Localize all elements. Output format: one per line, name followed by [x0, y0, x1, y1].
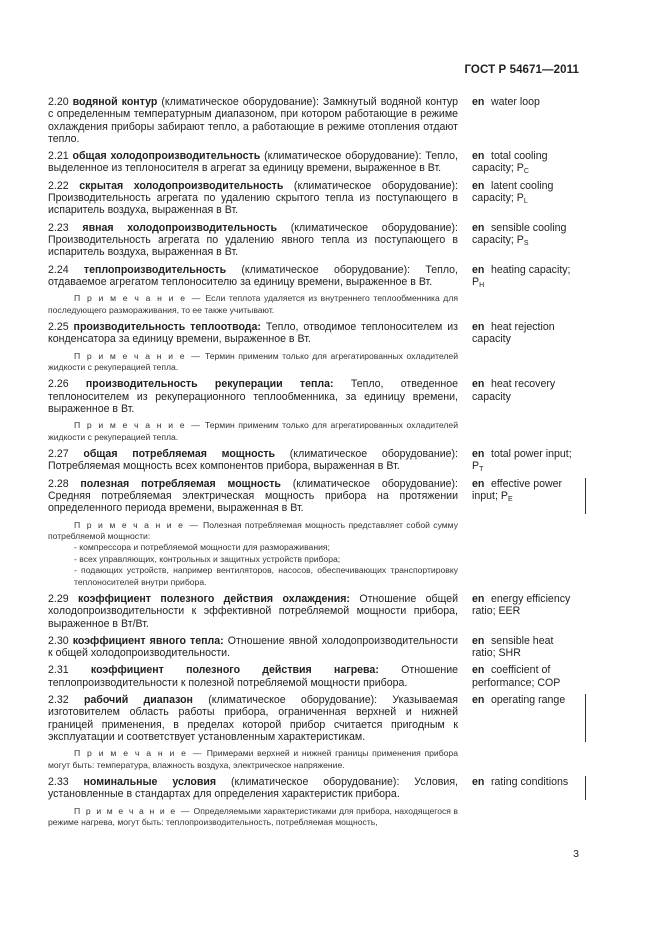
- lang-tag: en: [472, 378, 485, 391]
- term-entry-2-33: [48, 776, 608, 801]
- term-title: коэффициент явного тепла:: [72, 634, 224, 647]
- note-2-32: [48, 748, 458, 771]
- lang-tag: en: [472, 221, 485, 234]
- english-term: sensible heat ratio; SHR: [472, 634, 554, 660]
- note-list-item: - всех управляющих, контрольных и защитных устройств прибора;: [74, 553, 341, 564]
- english-term: latent cooling capacity; P: [472, 179, 554, 205]
- term-definition: (климатическое оборудование): Тепло, отдаваемое агрегатом теплоносителю за единицу времени, выраженное в Вт.: [48, 263, 458, 288]
- english-term: coefficient of performance; COP: [472, 664, 561, 689]
- term-title: водяной контур: [72, 96, 158, 108]
- term-number: 2.23: [48, 221, 69, 234]
- term-entry-2-23: [48, 222, 608, 259]
- lang-tag: en: [472, 179, 485, 192]
- term-definition: (климатическое оборудование): Производительность агрегата по удалению явного тепла из поступающего в испаритель воздуха, выраженная в Вт.: [48, 221, 458, 259]
- term-definition: (климатическое оборудование): Средняя потребляемая электрическая мощность прибора на протяжении определенного периода времени, выраженная в Вт.: [48, 477, 458, 515]
- term-title: номинальные условия: [83, 776, 217, 789]
- english-term: rating conditions: [491, 776, 569, 789]
- term-definition: Тепло, отводимое теплоносителем из конденсатора за единицу времени, выраженное в Вт.: [48, 320, 458, 346]
- english-term: heating capacity; P: [472, 263, 571, 288]
- term-definition: (климатическое оборудование): Указываемая изготовителем область работы прибора, ограниченная верхней и нижней границей применения, в пределах которой прибор считается пригодным к эксплуатации и соответствует установленным характеристикам.: [48, 694, 458, 743]
- document-header: ГОСТ Р 54671—2011: [464, 64, 579, 76]
- term-title: скрытая холодопроизводительность: [79, 179, 284, 192]
- term-number: 2.27: [48, 448, 69, 461]
- note-text: Если теплота удаляется из внутреннего теплообменника для последующего размораживания, то ее также учитывают.: [48, 293, 458, 315]
- term-definition: Тепло, отведенное теплоносителем из рекуперационного теплообменника, за единицу времени, выраженное в Вт.: [48, 378, 458, 415]
- term-title: полезная потребляемая мощность: [80, 477, 281, 490]
- lang-tag: en: [472, 694, 485, 707]
- term-entry-2-32: [48, 694, 608, 743]
- term-number: 2.31: [48, 664, 69, 677]
- note-label: П р и м е ч а н и е —: [74, 805, 192, 816]
- term-number: 2.33: [48, 776, 69, 789]
- term-entry-2-29: [48, 593, 608, 630]
- english-term: total cooling capacity; P: [472, 150, 548, 175]
- note-2-26: [48, 420, 458, 443]
- note-text: Примерами верхней и нижней границы применения прибора могут быть: температура, влажность воздуха, электрическое напряжение.: [48, 748, 458, 770]
- note-label: П р и м е ч а н и е —: [74, 420, 202, 431]
- term-definition: (климатическое оборудование): Потребляемая мощность всех компонентов прибора, выраженная в Вт.: [48, 448, 459, 473]
- lang-tag: en: [472, 448, 485, 461]
- term-title: коэффициент полезного действия охлаждения:: [78, 593, 350, 605]
- symbol-subscript: E: [507, 495, 513, 503]
- lang-tag: en: [472, 593, 485, 605]
- term-number: 2.28: [48, 477, 69, 490]
- note-label: П р и м е ч а н и е —: [74, 748, 204, 759]
- symbol-subscript: H: [479, 281, 485, 289]
- term-title: общая холодопроизводительность: [72, 150, 261, 163]
- term-title: теплопроизводительность: [83, 263, 227, 276]
- note-text: Термин применим только для агрегатированных охладителей жидкости с рекуперацией тепла.: [48, 350, 458, 372]
- term-entry-2-25: [48, 321, 608, 346]
- symbol-subscript: T: [479, 466, 484, 474]
- note-list-item: - подающих устройств, например вентиляторов, насосов, обеспечивающих транспортировку теплоносителей внутри прибора.: [74, 565, 458, 587]
- term-entry-2-27: [48, 448, 608, 473]
- term-title: производительность рекуперации тепла:: [85, 378, 334, 391]
- note-text: Полезная потребляемая мощность представляет собой сумму потребляемой мощности:: [48, 519, 458, 541]
- term-number: 2.22: [48, 179, 69, 192]
- english-term: operating range: [491, 694, 566, 707]
- lang-tag: en: [472, 776, 485, 789]
- term-title: общая потребляемая мощность: [83, 448, 276, 461]
- term-definition: (климатическое оборудование): Замкнутый водяной контур с определенным температурным диапазоном, при котором работающие в режиме охлаждения приборы забирают тепло, а работающие в режиме отопления отдают тепло.: [48, 96, 458, 145]
- term-number: 2.29: [48, 593, 69, 605]
- english-term: heat rejection capacity: [472, 320, 555, 346]
- note-label: П р и м е ч а н и е —: [74, 519, 200, 530]
- change-bar: [585, 478, 586, 514]
- page-number: 3: [573, 848, 579, 860]
- term-entry-2-30: [48, 635, 608, 660]
- change-bar: [585, 776, 586, 800]
- term-number: 2.30: [48, 634, 69, 647]
- symbol-subscript: C: [523, 168, 529, 176]
- term-definition: Отношение теплопроизводительности к полезной потребляемой мощности прибора.: [48, 664, 459, 689]
- note-list-item: - компрессора и потребляемой мощности для размораживания;: [74, 542, 330, 553]
- term-entry-2-20: [48, 96, 608, 145]
- term-definition: Отношение общей холодопроизводительности к эффективной потребляемой мощности прибора, выраженное в Вт/Вт.: [48, 593, 459, 630]
- symbol-subscript: L: [523, 198, 528, 206]
- term-number: 2.24: [48, 263, 69, 276]
- term-number: 2.21: [48, 150, 69, 163]
- english-term: total power input; P: [472, 448, 572, 473]
- lang-tag: en: [472, 664, 485, 677]
- note-2-24: [48, 293, 458, 316]
- note-2-25: [48, 351, 458, 374]
- term-definition: (климатическое оборудование): Тепло, выделенное из теплоносителя в агрегат за единицу времени, выраженное в Вт.: [48, 150, 459, 175]
- term-definition: (климатическое оборудование): Производительность агрегата по удалению скрытого тепла из поступающего в испаритель воздуха, выраженная в Вт.: [48, 179, 458, 217]
- term-title: производительность теплоотвода:: [73, 320, 261, 333]
- term-title: рабочий диапазон: [83, 694, 193, 707]
- note-text: Термин применим только для агрегатированных охладителей жидкости с рекуперацией тепла.: [48, 420, 458, 442]
- term-title: явная холодопроизводительность: [82, 221, 277, 234]
- english-term: energy efficiency ratio; EER: [472, 593, 571, 618]
- symbol-subscript: S: [523, 239, 529, 247]
- term-number: 2.26: [48, 378, 69, 391]
- terms-list: [48, 96, 608, 833]
- lang-tag: en: [472, 320, 485, 333]
- note-text: Определяемыми характеристиками для прибора, находящегося в режиме нагрева, могут быть: теплопроизводительность, потребляемая мощность,: [48, 805, 458, 828]
- term-number: 2.25: [48, 320, 69, 333]
- note-2-28: [48, 520, 458, 588]
- note-2-33: [48, 806, 458, 829]
- change-bar: [585, 694, 586, 742]
- lang-tag: en: [472, 263, 485, 276]
- term-number: 2.20: [48, 96, 69, 108]
- term-number: 2.32: [48, 694, 69, 707]
- lang-tag: en: [472, 150, 485, 163]
- term-entry-2-26: [48, 378, 608, 415]
- term-entry-2-28: [48, 478, 608, 515]
- english-term: effective power input; P: [472, 477, 563, 502]
- term-entry-2-31: [48, 664, 608, 689]
- english-term: sensible cooling capacity; P: [472, 221, 567, 246]
- term-definition: (климатическое оборудование): Условия, установленные в стандартах для определения характеристик прибора.: [48, 776, 458, 801]
- english-term: heat recovery capacity: [472, 378, 556, 403]
- note-label: П р и м е ч а н и е —: [74, 293, 202, 304]
- lang-tag: en: [472, 634, 485, 647]
- term-title: коэффициент полезного действия нагрева:: [90, 664, 379, 677]
- term-entry-2-24: [48, 264, 608, 289]
- note-label: П р и м е ч а н и е —: [74, 350, 202, 361]
- lang-tag: en: [472, 96, 485, 108]
- term-entry-2-22: [48, 180, 608, 217]
- term-entry-2-21: [48, 150, 608, 175]
- english-term: water loop: [491, 96, 540, 108]
- term-definition: Отношение явной холодопроизводительности к общей холодопроизводительности.: [48, 634, 458, 660]
- lang-tag: en: [472, 477, 485, 490]
